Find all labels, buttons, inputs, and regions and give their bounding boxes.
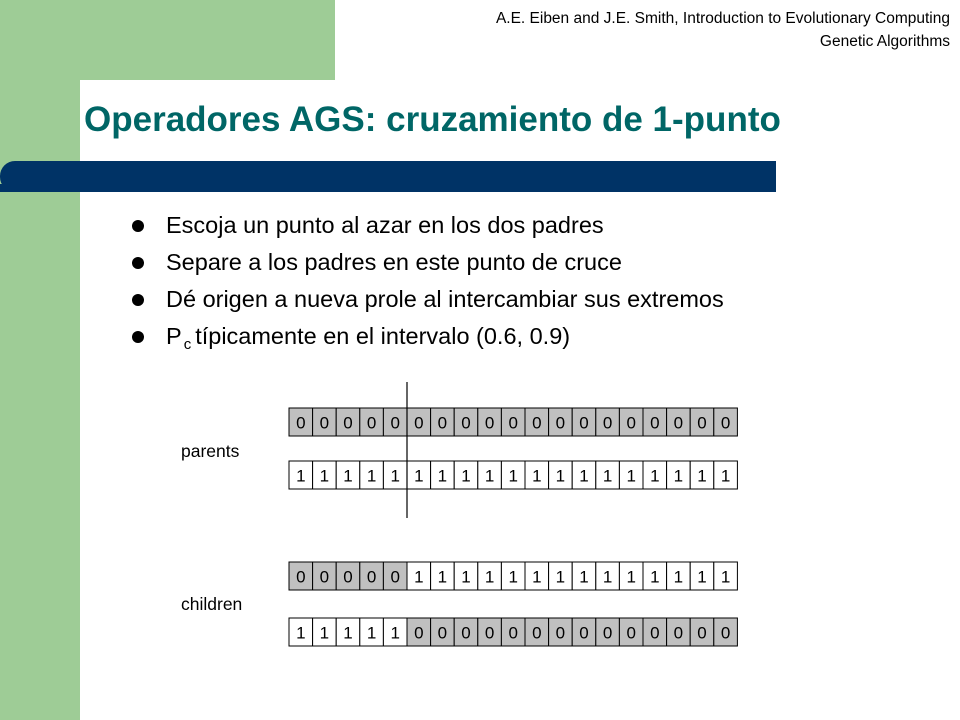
gene-value: 0 [461, 413, 471, 433]
gene-value: 1 [508, 466, 518, 486]
child-row-2 [289, 618, 737, 646]
probability-text: típicamente en el intervalo (0.6, 0.9) [195, 323, 571, 349]
gene-value: 0 [319, 413, 330, 433]
gene-value: 0 [296, 567, 306, 587]
gene-value: 0 [579, 623, 589, 643]
gene-value: 0 [720, 413, 731, 433]
gene-value: 1 [296, 466, 306, 486]
gene-value: 0 [532, 413, 542, 433]
gene-value: 1 [650, 466, 660, 486]
gene-value: 1 [626, 567, 636, 587]
gene-value: 1 [508, 567, 518, 587]
gene-value: 1 [720, 466, 731, 486]
gene-value: 1 [579, 567, 589, 587]
gene-value: 0 [343, 413, 353, 433]
gene-value: 0 [532, 623, 542, 643]
gene-value: 1 [602, 466, 613, 486]
probability-symbol: P [166, 323, 182, 349]
gene-value: 1 [484, 567, 495, 587]
children-label: children [181, 594, 243, 614]
gene-value: 0 [390, 413, 400, 433]
attribution-line-2: Genetic Algorithms [819, 33, 950, 50]
gene-value: 1 [720, 567, 731, 587]
gene-value: 0 [650, 413, 660, 433]
gene-value: 1 [437, 466, 448, 486]
gene-value: 0 [555, 413, 566, 433]
gene-value: 1 [414, 567, 424, 587]
gene-value: 0 [461, 623, 471, 643]
gene-value: 0 [437, 623, 448, 643]
child-row-1 [289, 562, 737, 590]
gene-value: 1 [390, 623, 400, 643]
gene-value: 0 [602, 413, 613, 433]
gene-value: 0 [414, 623, 424, 643]
gene-value: 1 [461, 466, 471, 486]
gene-value: 1 [437, 567, 448, 587]
probability-subscript: c [183, 336, 192, 353]
attribution-line-1: A.E. Eiben and J.E. Smith, Introduction to Evolutionary Computing [495, 10, 950, 27]
gene-value: 0 [697, 413, 707, 433]
gene-value: 1 [555, 567, 566, 587]
gene-value: 1 [343, 623, 353, 643]
gene-value: 1 [461, 567, 471, 587]
gene-value: 1 [319, 466, 330, 486]
gene-value: 1 [626, 466, 636, 486]
parent-row-1 [289, 408, 737, 436]
gene-value: 0 [437, 413, 448, 433]
gene-value: 0 [673, 413, 684, 433]
gene-value: 0 [626, 413, 636, 433]
gene-value: 1 [555, 466, 566, 486]
gene-value: 1 [579, 466, 589, 486]
gene-value: 0 [414, 413, 424, 433]
gene-value: 0 [508, 413, 518, 433]
gene-value: 0 [602, 623, 613, 643]
bullet-item: Dé origen a nueva prole al intercambiar sus extremos [132, 281, 724, 318]
gene-value: 1 [532, 466, 542, 486]
gene-value: 1 [319, 623, 330, 643]
gene-value: 0 [508, 623, 518, 643]
gene-value: 0 [626, 623, 636, 643]
gene-value: 1 [673, 466, 684, 486]
gene-value: 1 [484, 466, 495, 486]
gene-value: 0 [673, 623, 684, 643]
gene-value: 1 [366, 623, 377, 643]
bullet-item: Escoja un punto al azar en los dos padres [132, 207, 724, 244]
gene-value: 0 [319, 567, 330, 587]
gene-value: 0 [484, 623, 495, 643]
gene-value: 0 [343, 567, 353, 587]
bullet-item: Separe a los padres en este punto de cruce [132, 244, 724, 281]
parents-label: parents [181, 441, 240, 461]
gene-value: 1 [673, 567, 684, 587]
gene-value: 1 [697, 466, 707, 486]
gene-value: 0 [366, 413, 377, 433]
gene-value: 0 [296, 413, 306, 433]
gene-value: 1 [602, 567, 613, 587]
gene-value: 0 [484, 413, 495, 433]
gene-value: 1 [532, 567, 542, 587]
gene-value: 0 [650, 623, 660, 643]
gene-value: 1 [296, 623, 306, 643]
parent-row-2 [289, 461, 737, 489]
gene-value: 1 [366, 466, 377, 486]
gene-value: 1 [390, 466, 400, 486]
gene-value: 0 [579, 413, 589, 433]
gene-value: 1 [414, 466, 424, 486]
gene-value: 1 [343, 466, 353, 486]
gene-value: 0 [555, 623, 566, 643]
gene-value: 0 [366, 567, 377, 587]
gene-value: 1 [650, 567, 660, 587]
gene-value: 0 [720, 623, 731, 643]
gene-value: 0 [697, 623, 707, 643]
slide-title: Operadores AGS: cruzamiento de 1-punto [84, 100, 781, 139]
gene-value: 0 [390, 567, 400, 587]
gene-value: 1 [697, 567, 707, 587]
